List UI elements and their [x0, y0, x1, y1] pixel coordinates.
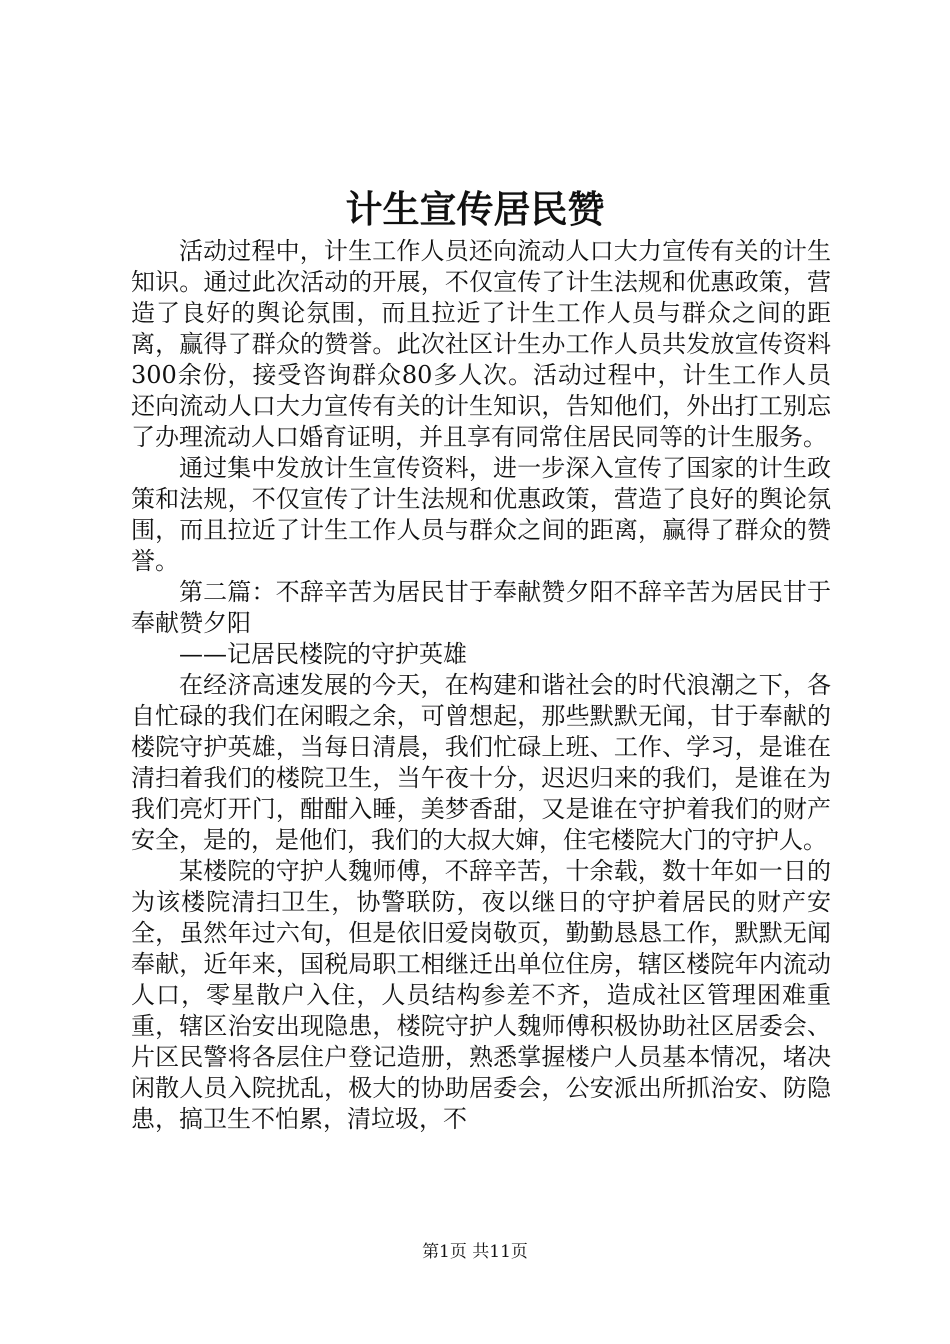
document-title: 计生宣传居民赞	[345, 187, 605, 231]
paragraph: 某楼院的守护人魏师傅，不辞辛苦，十余载，数十年如一日的为该楼院清扫卫生，协警联防，夜以继日的守护着居民的财产安全，虽然年过六旬，但是依旧爱岗敬页，勤勤恳恳工作，默默无闻奉献，近年来，国税局职工相继迁出单位住房，辖区楼院年内流动人口，零星散户入住，人员结构参差不齐，造成社区管理困难重重，辖区治安出现隐患，楼院守护人魏师傅积极协助社区居委会、片区民警将各层住户登记造册，熟悉掌握楼户人员基本情况，堵决闲散人员入院扰乱，极大的协助居委会，公安派出所抓治安、防隐患，搞卫生不怕累，清垃圾，不	[131, 857, 831, 1133]
section-heading: 第二篇：不辞辛苦为居民甘于奉献赞夕阳不辞辛苦为居民甘于奉献赞夕阳	[131, 578, 831, 637]
page-footer: 第1页 共11页	[422, 1242, 528, 1262]
section-subtitle: ——记居民楼院的守护英雄	[179, 640, 467, 668]
paragraph: 在经济高速发展的今天，在构建和谐社会的时代浪潮之下，各自忙碌的我们在闲暇之余，可曾想起，那些默默无闻，甘于奉献的楼院守护英雄，当每日清晨，我们忙碌上班、工作、学习，是谁在清扫着我们的楼院卫生，当午夜十分，迟迟归来的我们，是谁在为我们亮灯开门，酣酣入睡，美梦香甜，又是谁在守护着我们的财产安全，是的，是他们，我们的大叔大婶，住宅楼院大门的守护人。	[131, 671, 831, 854]
document-body	[131, 236, 831, 1135]
paragraph: 活动过程中，计生工作人员还向流动人口大力宣传有关的计生知识。通过此次活动的开展，不仅宣传了计生法规和优惠政策，营造了良好的舆论氛围，而且拉近了计生工作人员与群众之间的距离，赢得了群众的赞誉。此次社区计生办工作人员共发放宣传资料300余份，接受咨询群众80多人次。活动过程中，计生工作人员还向流动人口大力宣传有关的计生知识，告知他们，外出打工别忘了办理流动人口婚育证明，并且享有同常住居民同等的计生服务。	[131, 237, 831, 451]
paragraph: 通过集中发放计生宣传资料，进一步深入宣传了国家的计生政策和法规，不仅宣传了计生法规和优惠政策，营造了良好的舆论氛围，而且拉近了计生工作人员与群众之间的距离，赢得了群众的赞誉。	[131, 454, 831, 575]
